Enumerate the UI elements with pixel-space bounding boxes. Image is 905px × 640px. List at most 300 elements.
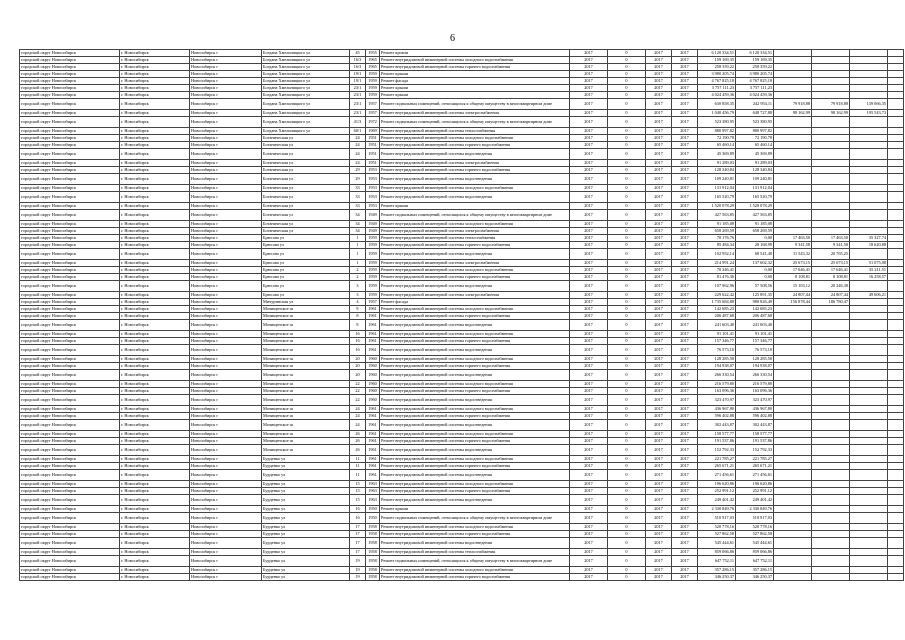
fund-cost-cell: 72 190,78 (736, 135, 774, 142)
end-year-cell: 2017 (672, 488, 698, 495)
start-year-cell: 2017 (646, 235, 672, 242)
settlement-cell: г. Новосибирск (120, 135, 190, 142)
year-planned-cell: 2017 (570, 292, 608, 299)
year-cell: 1959 (366, 267, 380, 274)
locality-cell: Новосибирск г (190, 420, 262, 431)
start-year-cell: 2017 (646, 228, 672, 235)
year-planned-cell: 2017 (570, 85, 608, 92)
start-year-cell: 2017 (646, 221, 672, 228)
street-cell: Бурденко ул (262, 456, 350, 463)
house-number-cell: 22 (350, 395, 366, 406)
repair-program-table-container (19, 49, 887, 581)
extra-cell (888, 313, 904, 320)
street-cell: Мочищенское ш (262, 413, 350, 420)
extra-cell (888, 488, 904, 495)
table-row (20, 513, 904, 524)
street-cell: Бурденко ул (262, 481, 350, 488)
year-cell: 1961 (366, 320, 380, 331)
work-type-cell: Ремонт внутридомовой инженерной системы горячего водоснабжения (380, 242, 570, 249)
locality-cell: Новосибирск г (190, 228, 262, 235)
work-type-cell: Ремонт внутридомовой инженерной системы холодного водоснабжения (380, 406, 570, 413)
cost-part-c-cell (850, 203, 888, 210)
cost-part-c-cell (850, 381, 888, 388)
total-cost-cell: 266 330,54 (698, 370, 736, 381)
settlement-cell: г. Новосибирск (120, 306, 190, 313)
cost-part-b-cell (812, 413, 850, 420)
end-year-cell: 2017 (672, 267, 698, 274)
work-type-cell: Ремонт внутридомовой инженерной системы горячего водоснабжения (380, 388, 570, 395)
house-number-cell: 29 (350, 167, 366, 174)
year-cell: 1955 (366, 50, 380, 57)
cost-part-c-cell (850, 306, 888, 313)
street-cell: Бурденко ул (262, 556, 350, 567)
cost-part-b-cell (812, 338, 850, 345)
work-type-cell: Ремонт подвальных помещений, относящихся к общему имуществу в многоквартирном доме (380, 513, 570, 524)
cost-part-b-cell (812, 531, 850, 538)
extra-cell (888, 370, 904, 381)
work-type-cell: Ремонт внутридомовой инженерной системы горячего водоснабжения (380, 463, 570, 470)
locality-cell: Новосибирск г (190, 413, 262, 420)
locality-cell: Новосибирск г (190, 531, 262, 538)
settlement-cell: г. Новосибирск (120, 320, 190, 331)
fund-cost-cell: 128 340,84 (736, 167, 774, 174)
municipality-cell: городской округ Новосибирск (20, 50, 120, 57)
extra-cell (888, 249, 904, 260)
year-cell: 1961 (366, 438, 380, 445)
house-number-cell: 11 (350, 470, 366, 481)
end-year-cell: 2017 (672, 203, 698, 210)
cost-part-c-cell: 195 543,73 (850, 110, 888, 117)
start-year-cell: 2017 (646, 431, 672, 438)
start-year-cell: 2017 (646, 363, 672, 370)
table-row (20, 267, 904, 274)
house-number-cell: 34 (350, 221, 366, 228)
start-year-cell: 2017 (646, 192, 672, 203)
flag-cell: 0 (608, 117, 646, 128)
fund-cost-cell: 45 369,89 (736, 149, 774, 160)
extra-cell (888, 506, 904, 513)
cost-part-c-cell (850, 128, 888, 135)
municipality-cell: городской округ Новосибирск (20, 320, 120, 331)
table-row (20, 524, 904, 531)
cost-part-a-cell (774, 50, 812, 57)
fund-cost-cell: 647 752,11 (736, 556, 774, 567)
work-type-cell: Ремонт внутридомовой инженерной системы горячего водоснабжения (380, 142, 570, 149)
street-cell: Мочищенское ш (262, 420, 350, 431)
table-row (20, 57, 904, 64)
total-cost-cell: 658 269,59 (698, 228, 736, 235)
extra-cell (888, 260, 904, 267)
cost-part-a-cell (774, 57, 812, 64)
flag-cell: 0 (608, 174, 646, 185)
start-year-cell: 2017 (646, 395, 672, 406)
settlement-cell: г. Новосибирск (120, 203, 190, 210)
cost-part-b-cell (812, 524, 850, 531)
settlement-cell: г. Новосибирск (120, 406, 190, 413)
table-row (20, 531, 904, 538)
locality-cell: Новосибирск г (190, 524, 262, 531)
end-year-cell: 2017 (672, 495, 698, 506)
municipality-cell: городской округ Новосибирск (20, 549, 120, 556)
flag-cell: 0 (608, 345, 646, 356)
cost-part-b-cell (812, 57, 850, 64)
work-type-cell: Ремонт внутридомовой инженерной системы водоотведения (380, 345, 570, 356)
total-cost-cell: 107 962,96 (698, 281, 736, 292)
table-row (20, 185, 904, 192)
work-type-cell: Ремонт внутридомовой инженерной системы горячего водоснабжения (380, 413, 570, 420)
cost-part-a-cell (774, 203, 812, 210)
house-number-cell: 26 (350, 438, 366, 445)
extra-cell (888, 531, 904, 538)
cost-part-c-cell (850, 92, 888, 99)
house-number-cell: 22 (350, 388, 366, 395)
cost-part-c-cell (850, 406, 888, 413)
extra-cell (888, 167, 904, 174)
cost-part-a-cell (774, 221, 812, 228)
year-planned-cell: 2017 (570, 117, 608, 128)
locality-cell: Новосибирск г (190, 481, 262, 488)
settlement-cell: г. Новосибирск (120, 281, 190, 292)
house-number-cell: 16/3 (350, 64, 366, 71)
cost-part-a-cell (774, 445, 812, 456)
cost-part-b-cell (812, 513, 850, 524)
house-number-cell: 22 (350, 381, 366, 388)
cost-part-b-cell (812, 167, 850, 174)
cost-part-c-cell (850, 338, 888, 345)
settlement-cell: г. Новосибирск (120, 228, 190, 235)
year-planned-cell: 2017 (570, 420, 608, 431)
cost-part-c-cell (850, 556, 888, 567)
settlement-cell: г. Новосибирск (120, 395, 190, 406)
total-cost-cell: 85 484,34 (698, 242, 736, 249)
end-year-cell: 2017 (672, 281, 698, 292)
year-cell: 1959 (366, 235, 380, 242)
end-year-cell: 2017 (672, 57, 698, 64)
locality-cell: Новосибирск г (190, 356, 262, 363)
municipality-cell: городской округ Новосибирск (20, 92, 120, 99)
municipality-cell: городской округ Новосибирск (20, 71, 120, 78)
work-type-cell: Ремонт внутридомовой инженерной системы водоотведения (380, 370, 570, 381)
work-type-cell: Ремонт внутридомовой инженерной системы водоотведения (380, 174, 570, 185)
cost-part-a-cell (774, 192, 812, 203)
municipality-cell: городской округ Новосибирск (20, 110, 120, 117)
cost-part-c-cell: 16 258,57 (850, 274, 888, 281)
year-cell: 1953 (366, 203, 380, 210)
flag-cell: 0 (608, 160, 646, 167)
flag-cell: 0 (608, 92, 646, 99)
fund-cost-cell: 3 980 205,74 (736, 71, 774, 78)
year-planned-cell: 2017 (570, 395, 608, 406)
municipality-cell: городской округ Новосибирск (20, 481, 120, 488)
house-number-cell: 29 (350, 174, 366, 185)
total-cost-cell: 131 912,04 (698, 185, 736, 192)
street-cell: Брюсова ул (262, 260, 350, 267)
table-row (20, 320, 904, 331)
house-number-cell: 15 (350, 488, 366, 495)
work-type-cell: Ремонт внутридомовой инженерной системы горячего водоснабжения (380, 438, 570, 445)
cost-part-b-cell (812, 92, 850, 99)
work-type-cell: Ремонт внутридомовой инженерной системы горячего водоснабжения (380, 363, 570, 370)
cost-part-b-cell (812, 78, 850, 85)
cost-part-c-cell (850, 531, 888, 538)
year-cell: 1972 (366, 117, 380, 128)
cost-part-a-cell (774, 549, 812, 556)
work-type-cell: Ремонт внутридомовой инженерной системы теплоснабжения (380, 128, 570, 135)
cost-part-b-cell (812, 538, 850, 549)
settlement-cell: г. Новосибирск (120, 99, 190, 110)
total-cost-cell: 196 620,86 (698, 481, 736, 488)
table-row (20, 135, 904, 142)
cost-part-a-cell (774, 495, 812, 506)
cost-part-a-cell: 11 543,32 (774, 249, 812, 260)
street-cell: Мочищенское ш (262, 331, 350, 338)
street-cell: Бурденко ул (262, 549, 350, 556)
total-cost-cell: 859 066,86 (698, 549, 736, 556)
settlement-cell: г. Новосибирск (120, 567, 190, 574)
year-planned-cell: 2017 (570, 549, 608, 556)
extra-cell (888, 406, 904, 413)
total-cost-cell: 214 991,24 (698, 260, 736, 267)
settlement-cell: г. Новосибирск (120, 210, 190, 221)
end-year-cell: 2017 (672, 481, 698, 488)
cost-part-c-cell (850, 142, 888, 149)
work-type-cell: Ремонт внутридомовой инженерной системы электроснабжения (380, 260, 570, 267)
cost-part-b-cell (812, 160, 850, 167)
end-year-cell: 2017 (672, 142, 698, 149)
cost-part-c-cell (850, 395, 888, 406)
street-cell: Бурденко ул (262, 495, 350, 506)
locality-cell: Новосибирск г (190, 78, 262, 85)
municipality-cell: городской округ Новосибирск (20, 538, 120, 549)
work-type-cell: Ремонт внутридомовой инженерной системы горячего водоснабжения (380, 167, 570, 174)
locality-cell: Новосибирск г (190, 135, 262, 142)
total-cost-cell: 216 579,80 (698, 381, 736, 388)
house-number-cell: 34 (350, 210, 366, 221)
total-cost-cell: 3 757 111,23 (698, 85, 736, 92)
fund-cost-cell: 142 685,23 (736, 306, 774, 313)
locality-cell: Новосибирск г (190, 438, 262, 445)
street-cell: Мочищенское ш (262, 313, 350, 320)
locality-cell: Новосибирск г (190, 345, 262, 356)
year-cell: 1949 (366, 210, 380, 221)
flag-cell: 0 (608, 192, 646, 203)
cost-part-b-cell (812, 506, 850, 513)
flag-cell: 0 (608, 167, 646, 174)
fund-cost-cell: 4 024 459,36 (736, 92, 774, 99)
table-row (20, 92, 904, 99)
extra-cell (888, 306, 904, 313)
street-cell: Ботаническая ул (262, 149, 350, 160)
cost-part-c-cell (850, 345, 888, 356)
municipality-cell: городской округ Новосибирск (20, 235, 120, 242)
street-cell: Брюсова ул (262, 242, 350, 249)
total-cost-cell: 76 573,10 (698, 345, 736, 356)
end-year-cell: 2017 (672, 320, 698, 331)
end-year-cell: 2017 (672, 406, 698, 413)
extra-cell (888, 242, 904, 249)
end-year-cell: 2017 (672, 538, 698, 549)
street-cell: Брюсова ул (262, 292, 350, 299)
cost-part-b-cell: 8 108,81 (812, 274, 850, 281)
street-cell: Богдана Хмельницкого ул (262, 78, 350, 85)
fund-cost-cell: 265 671,21 (736, 463, 774, 470)
municipality-cell: городской округ Новосибирск (20, 556, 120, 567)
table-row (20, 221, 904, 228)
year-cell: 1961 (366, 331, 380, 338)
table-row (20, 363, 904, 370)
extra-cell (888, 210, 904, 221)
fund-cost-cell: 980 826,49 (736, 299, 774, 306)
start-year-cell: 2017 (646, 331, 672, 338)
work-type-cell: Ремонт внутридомовой инженерной системы теплоснабжения (380, 549, 570, 556)
cost-part-a-cell (774, 381, 812, 388)
cost-part-a-cell (774, 210, 812, 221)
year-planned-cell: 2017 (570, 92, 608, 99)
work-type-cell: Ремонт внутридомовой инженерной системы электроснабжения (380, 292, 570, 299)
work-type-cell: Ремонт внутридомовой инженерной системы холодного водоснабжения (380, 356, 570, 363)
work-type-cell: Ремонт внутридомовой инженерной системы холодного водоснабжения (380, 135, 570, 142)
year-cell: 1959 (366, 85, 380, 92)
work-type-cell: Ремонт внутридомовой инженерной системы холодного водоснабжения (380, 57, 570, 64)
flag-cell: 0 (608, 281, 646, 292)
municipality-cell: городской округ Новосибирск (20, 221, 120, 228)
cost-part-b-cell (812, 203, 850, 210)
cost-part-c-cell: 35 211,51 (850, 267, 888, 274)
start-year-cell: 2017 (646, 370, 672, 381)
municipality-cell: городской округ Новосибирск (20, 174, 120, 185)
locality-cell: Новосибирск г (190, 57, 262, 64)
cost-part-b-cell (812, 495, 850, 506)
end-year-cell: 2017 (672, 242, 698, 249)
table-row (20, 438, 904, 445)
locality-cell: Новосибирск г (190, 406, 262, 413)
flag-cell: 0 (608, 445, 646, 456)
municipality-cell: городской округ Новосибирск (20, 395, 120, 406)
street-cell: Богдана Хмельницкого ул (262, 117, 350, 128)
start-year-cell: 2017 (646, 174, 672, 185)
cost-part-b-cell (812, 174, 850, 185)
fund-cost-cell: 137 602,32 (736, 260, 774, 267)
work-type-cell: Ремонт внутридомовой инженерной системы горячего водоснабжения (380, 313, 570, 320)
table-row (20, 456, 904, 463)
locality-cell: Новосибирск г (190, 567, 262, 574)
locality-cell: Новосибирск г (190, 381, 262, 388)
end-year-cell: 2017 (672, 556, 698, 567)
work-type-cell: Ремонт внутридомовой инженерной системы водоотведения (380, 281, 570, 292)
house-number-cell: 16 (350, 331, 366, 338)
cost-part-a-cell: 8 108,81 (774, 274, 812, 281)
total-cost-cell: 265 671,21 (698, 463, 736, 470)
year-cell: 1959 (366, 92, 380, 99)
end-year-cell: 2017 (672, 331, 698, 338)
fund-cost-cell: 427 563,85 (736, 210, 774, 221)
cost-part-a-cell: 79 918,88 (774, 99, 812, 110)
street-cell: Мочищенское ш (262, 381, 350, 388)
cost-part-a-cell (774, 395, 812, 406)
work-type-cell: Ремонт внутридомовой инженерной системы холодного водоснабжения (380, 381, 570, 388)
cost-part-a-cell (774, 567, 812, 574)
work-type-cell: Ремонт внутридомовой инженерной системы холодного водоснабжения (380, 185, 570, 192)
table-row (20, 345, 904, 356)
locality-cell: Новосибирск г (190, 242, 262, 249)
municipality-cell: городской округ Новосибирск (20, 406, 120, 413)
total-cost-cell: 102 952,14 (698, 249, 736, 260)
year-planned-cell: 2017 (570, 506, 608, 513)
year-cell: 1961 (366, 413, 380, 420)
cost-part-a-cell (774, 160, 812, 167)
total-cost-cell: 427 563,85 (698, 210, 736, 221)
flag-cell: 0 (608, 313, 646, 320)
table-row (20, 142, 904, 149)
year-cell: 1961 (366, 345, 380, 356)
cost-part-b-cell (812, 135, 850, 142)
total-cost-cell: 241 603,40 (698, 320, 736, 331)
house-number-cell: 24 (350, 142, 366, 149)
settlement-cell: г. Новосибирск (120, 356, 190, 363)
settlement-cell: г. Новосибирск (120, 160, 190, 167)
street-cell: Богдана Хмельницкого ул (262, 110, 350, 117)
extra-cell (888, 128, 904, 135)
cost-part-a-cell (774, 331, 812, 338)
year-planned-cell: 2017 (570, 128, 608, 135)
street-cell: Бурденко ул (262, 567, 350, 574)
year-cell: 1958 (366, 574, 380, 581)
cost-part-b-cell (812, 470, 850, 481)
cost-part-b-cell (812, 71, 850, 78)
work-type-cell: Ремонт внутридомовой инженерной системы водоотведения (380, 445, 570, 456)
total-cost-cell: 91 101,41 (698, 331, 736, 338)
settlement-cell: г. Новосибирск (120, 531, 190, 538)
locality-cell: Новосибирск г (190, 292, 262, 299)
year-planned-cell: 2017 (570, 228, 608, 235)
fund-cost-cell: 152 792,33 (736, 445, 774, 456)
cost-part-c-cell (850, 438, 888, 445)
total-cost-cell: 249 401,42 (698, 495, 736, 506)
year-cell: 1961 (366, 445, 380, 456)
end-year-cell: 2017 (672, 470, 698, 481)
street-cell: Богдана Хмельницкого ул (262, 50, 350, 57)
table-row (20, 274, 904, 281)
work-type-cell: Ремонт внутридомовой инженерной системы электроснабжения (380, 228, 570, 235)
cost-part-a-cell (774, 481, 812, 488)
house-number-cell: 33 (350, 185, 366, 192)
total-cost-cell: 258 359,22 (698, 64, 736, 71)
fund-cost-cell: 0,00 (736, 274, 774, 281)
year-planned-cell: 2017 (570, 135, 608, 142)
cost-part-b-cell (812, 488, 850, 495)
start-year-cell: 2017 (646, 388, 672, 395)
locality-cell: Новосибирск г (190, 574, 262, 581)
year-cell: 1961 (366, 338, 380, 345)
street-cell: Бурденко ул (262, 538, 350, 549)
cost-part-c-cell (850, 506, 888, 513)
flag-cell: 0 (608, 524, 646, 531)
locality-cell: Новосибирск г (190, 488, 262, 495)
work-type-cell: Ремонт подвальных помещений, относящихся к общему имуществу в многоквартирном доме (380, 117, 570, 128)
start-year-cell: 2017 (646, 574, 672, 581)
cost-part-b-cell (812, 420, 850, 431)
fund-cost-cell: 65 460,14 (736, 142, 774, 149)
extra-cell (888, 235, 904, 242)
municipality-cell: городской округ Новосибирск (20, 356, 120, 363)
cost-part-c-cell (850, 370, 888, 381)
cost-part-c-cell (850, 538, 888, 549)
settlement-cell: г. Новосибирск (120, 274, 190, 281)
table-row (20, 78, 904, 85)
street-cell: Богдана Хмельницкого ул (262, 99, 350, 110)
extra-cell (888, 549, 904, 556)
cost-part-a-cell (774, 370, 812, 381)
